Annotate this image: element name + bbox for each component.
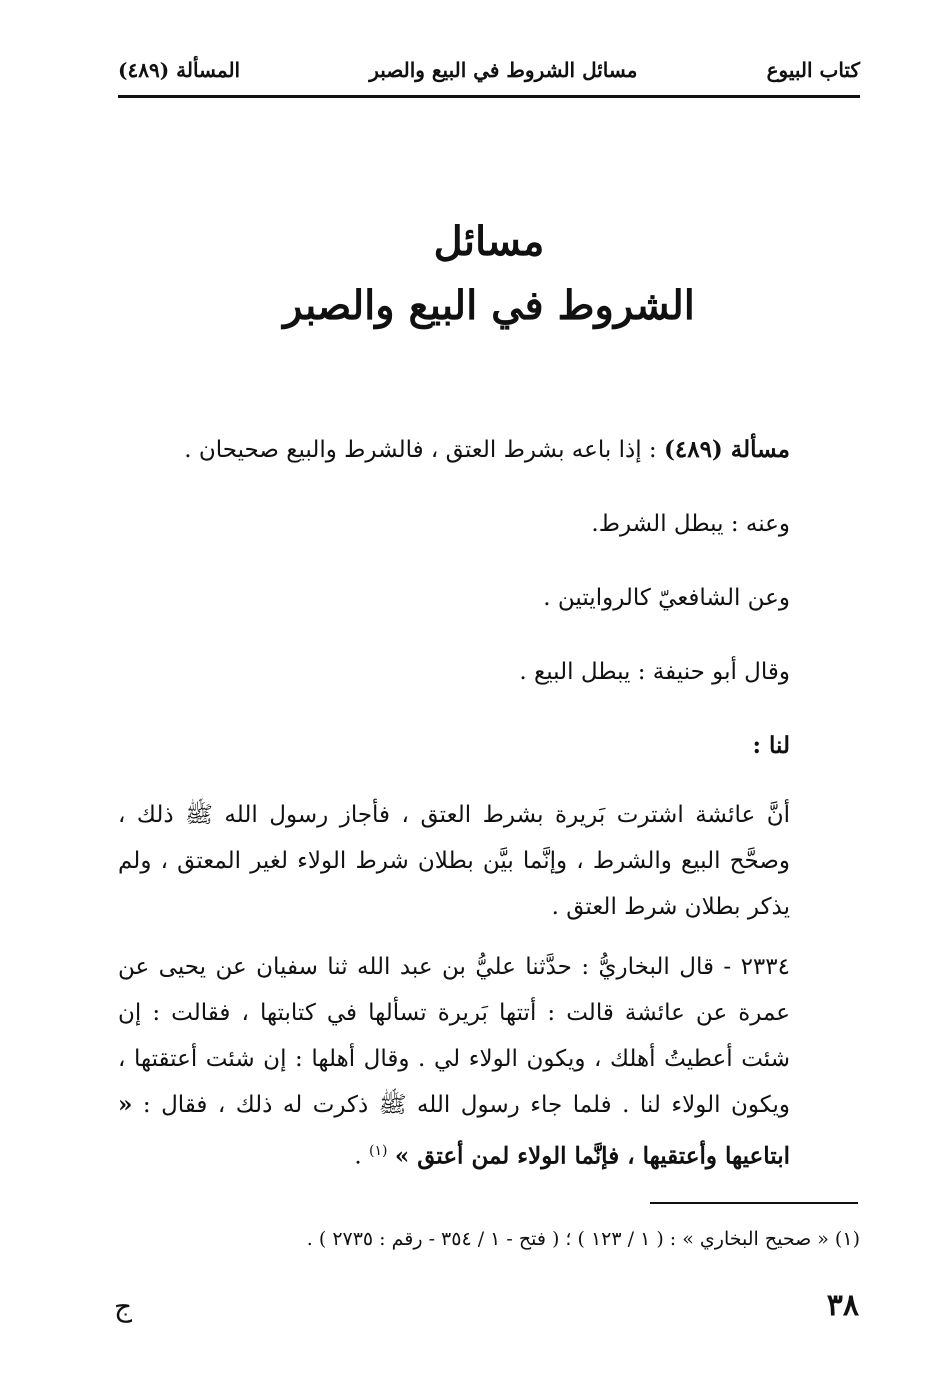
hadith-paragraph: [118, 944, 860, 1180]
header-rule: [118, 95, 860, 98]
chapter-title-line-1: مسائل: [433, 218, 545, 265]
footnote-rule: [650, 1202, 858, 1204]
chapter-title: [118, 210, 860, 338]
hadith-end: .: [354, 1143, 370, 1170]
body-text: [118, 418, 860, 1180]
evidence-paragraph: أنَّ عائشة اشترت بَريرة بشرط العتق ، فأجاز رسول الله ﷺ ذلك ، وصحَّح البيع والشرط ، وإنَّما بيَّن بطلان شرط الولاء لغير المعتق ، ولم يذكر بطلان شرط العتق .: [118, 802, 790, 920]
hadith-text: ٢٣٣٤ - قال البخاريُّ : حدَّثنا عليُّ بن عبد الله ثنا سفيان عن يحيى عن عمرة عن عائشة قالت : أتتها بَريرة تسألها في كتابتها ، فقالت : إن شئت أعطيتُ أهلك ، ويكون الولاء لي . وقال أهلها : إن شئت أعتقتها ، ويكون الولاء لنا . فلما جاء رسول الله ﷺ ذكرت له ذلك ، فقال :: [118, 954, 790, 1118]
signature-mark: ج: [114, 1290, 133, 1323]
issue-label: مسألة (٤٨٩): [663, 436, 790, 463]
issue-paragraph: [118, 418, 860, 482]
hadith-quote: « ابتاعيها وأعتقيها ، فإنَّما الولاء لمن أعتق »: [118, 1091, 790, 1170]
footnote: (١) « صحيح البخاري » : ( ١ / ١٢٣ ) ؛ ( فتح - ١ / ٣٥٤ - رقم : ٢٧٣٥ ) .: [306, 1228, 860, 1250]
issue-text: : إذا باعه بشرط العتق ، فالشرط والبيع صحيحان .: [184, 437, 664, 463]
running-header-issue: المسألة (٤٨٩): [118, 58, 241, 82]
narration-line-2: وعنه : يبطل الشرط.: [591, 511, 790, 537]
lana-heading: لنا :: [752, 732, 790, 759]
running-header-book: كتاب البيوع: [766, 58, 860, 82]
page-number: ٣٨: [826, 1288, 859, 1323]
narration-line-3: وعن الشافعيّ كالروايتين .: [543, 585, 790, 611]
running-header: [118, 52, 860, 88]
chapter-title-line-2: الشروط في البيع والصبر: [283, 282, 695, 329]
footnote-marker: (١): [369, 1143, 388, 1159]
narration-line-4: وقال أبو حنيفة : يبطل البيع .: [519, 659, 790, 685]
running-header-chapter: مسائل الشروط في البيع والصبر: [369, 58, 638, 82]
